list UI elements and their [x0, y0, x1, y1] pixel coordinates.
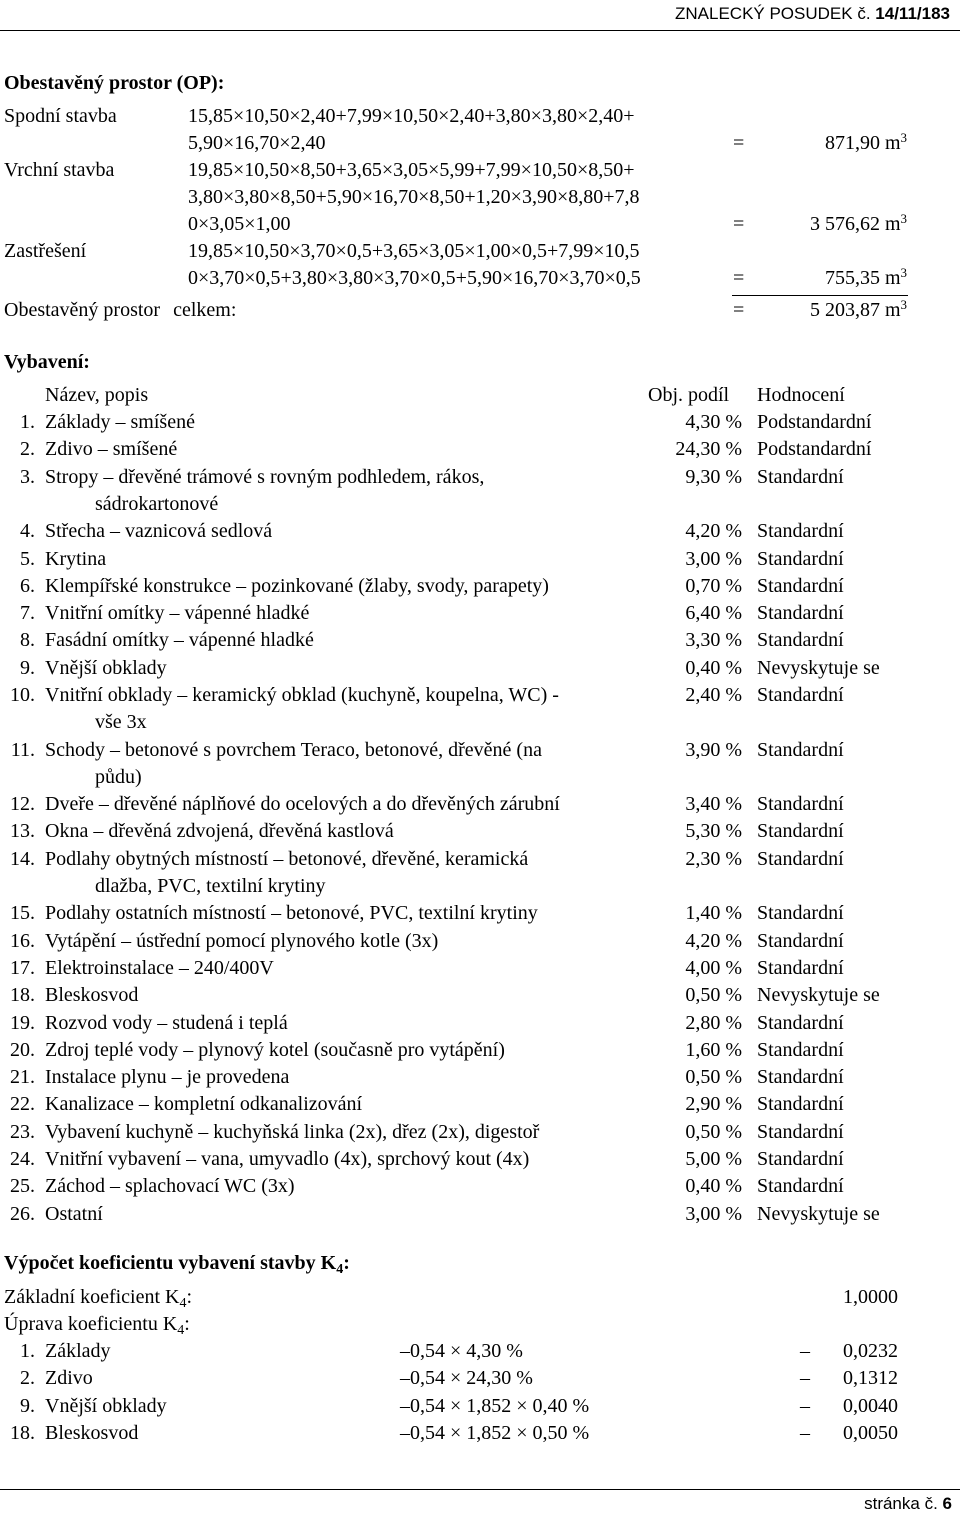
- op-row-label: Zastřešení: [4, 240, 87, 262]
- equipment-description: Střecha – vaznicová sedlová: [45, 520, 273, 542]
- equipment-share: 0,50 %: [685, 1066, 742, 1088]
- k4-base-sub: 4: [179, 1296, 187, 1311]
- equipment-num: 12.: [10, 793, 35, 815]
- k4-adj-colon: :: [184, 1313, 190, 1335]
- equipment-rating: Standardní: [757, 575, 844, 597]
- equipment-share: 3,30 %: [685, 629, 742, 651]
- footer-page: 6: [942, 1494, 952, 1513]
- equipment-share: 2,90 %: [685, 1093, 742, 1115]
- op-row-value: [760, 132, 907, 155]
- equipment-num: 5.: [20, 548, 35, 570]
- op-row-eq: =: [733, 132, 745, 154]
- equipment-num: 11.: [10, 739, 35, 761]
- equipment-num: 2.: [20, 438, 35, 460]
- equipment-description: Záchod – splachovací WC (3x): [45, 1175, 295, 1197]
- equipment-description: dlažba, PVC, textilní krytiny: [95, 875, 326, 897]
- header-prefix: ZNALECKÝ POSUDEK č.: [675, 4, 871, 23]
- equipment-description: Podlahy obytných místností – betonové, dřevěné, keramická: [45, 848, 529, 870]
- equipment-share: 2,80 %: [685, 1012, 742, 1034]
- equipment-description: Kanalizace – kompletní odkanalizování: [45, 1093, 363, 1115]
- op-row-formula-line: 15,85×10,50×2,40+7,99×10,50×2,40+3,80×3,80×2,40+: [188, 105, 635, 127]
- equipment-rating: Standardní: [757, 793, 844, 815]
- op-total-number: 5 203,87 m: [809, 299, 901, 321]
- equipment-rating: Nevyskytuje se: [757, 1203, 880, 1225]
- equipment-num: 4.: [20, 520, 35, 542]
- k4-base-value: 1,0000: [843, 1286, 898, 1308]
- equipment-num: 3.: [20, 466, 35, 488]
- col-header-name: Název, popis: [45, 384, 149, 406]
- equipment-num: 6.: [20, 575, 35, 597]
- op-row-formula-line: 3,80×3,80×8,50+5,90×16,70×8,50+1,20×3,90×8,80+7,8: [188, 186, 640, 208]
- equipment-rating: Standardní: [757, 520, 844, 542]
- equipment-rating: Standardní: [757, 739, 844, 761]
- header-number: 14/11/183: [875, 4, 950, 23]
- equipment-share: 1,40 %: [685, 902, 742, 924]
- equipment-description: půdu): [95, 766, 142, 788]
- equipment-rating: Standardní: [757, 602, 844, 624]
- equipment-share: 3,00 %: [685, 1203, 742, 1225]
- op-total-eq: =: [733, 299, 745, 321]
- equipment-share: 5,30 %: [685, 820, 742, 842]
- op-row-value: [760, 267, 907, 290]
- k4-title-end: :: [343, 1252, 350, 1274]
- equipment-rating: Standardní: [757, 1039, 844, 1061]
- equipment-description: Podlahy ostatních místností – betonové, PVC, textilní krytiny: [45, 902, 538, 924]
- equipment-share: 3,40 %: [685, 793, 742, 815]
- equipment-num: 15.: [10, 902, 35, 924]
- k4-adjustment-formula: –0,54 × 1,852 × 0,40 %: [400, 1395, 590, 1417]
- equipment-num: 20.: [10, 1039, 35, 1061]
- op-total-rule: [732, 295, 908, 296]
- k4-adj-label: [4, 1313, 190, 1336]
- equipment-share: 5,00 %: [685, 1148, 742, 1170]
- op-total-dash: celkem:: [173, 299, 237, 321]
- equipment-share: 0,40 %: [685, 1175, 742, 1197]
- op-total-label: [4, 299, 236, 322]
- op-total-text: Obestavěný prostor: [4, 299, 161, 321]
- equipment-rating: Standardní: [757, 1175, 844, 1197]
- op-row-sup: 3: [900, 130, 907, 145]
- k4-title: [4, 1252, 350, 1275]
- equipment-description: Klempířské konstrukce – pozinkované (žlaby, svody, parapety): [45, 575, 549, 597]
- equipment-share: 24,30 %: [675, 438, 742, 460]
- k4-adjustment-sign: –: [800, 1422, 810, 1444]
- equipment-num: 8.: [20, 629, 35, 651]
- footer-label: stránka č.: [864, 1494, 938, 1513]
- equipment-share: 4,00 %: [685, 957, 742, 979]
- equipment-description: Schody – betonové s povrchem Teraco, betonové, dřevěné (na: [45, 739, 542, 761]
- k4-adjustment-name: Základy: [45, 1340, 111, 1362]
- equipment-num: 14.: [10, 848, 35, 870]
- equipment-num: 19.: [10, 1012, 35, 1034]
- equipment-rating: Standardní: [757, 930, 844, 952]
- op-row-label: Vrchní stavba: [4, 159, 115, 181]
- equipment-num: 21.: [10, 1066, 35, 1088]
- equipment-rating: Standardní: [757, 1012, 844, 1034]
- equipment-description: Krytina: [45, 548, 107, 570]
- equipment-rating: Standardní: [757, 1121, 844, 1143]
- equipment-share: 0,70 %: [685, 575, 742, 597]
- equipment-num: 16.: [10, 930, 35, 952]
- equipment-share: 4,30 %: [685, 411, 742, 433]
- footer-rule: [0, 1489, 960, 1490]
- equipment-num: 1.: [20, 411, 35, 433]
- equipment-share: 4,20 %: [685, 520, 742, 542]
- op-row-eq: =: [733, 213, 745, 235]
- equipment-rating: Standardní: [757, 902, 844, 924]
- equipment-description: vše 3x: [95, 711, 147, 733]
- equipment-description: Elektroinstalace – 240/400V: [45, 957, 274, 979]
- k4-adj-sub: 4: [177, 1323, 185, 1338]
- equipment-share: 1,60 %: [685, 1039, 742, 1061]
- op-row-number: 3 576,62 m: [809, 213, 901, 235]
- op-row-formula-line: 5,90×16,70×2,40: [188, 132, 326, 154]
- equipment-num: 26.: [10, 1203, 35, 1225]
- equipment-num: 18.: [10, 984, 35, 1006]
- k4-title-sub: 4: [336, 1262, 344, 1277]
- op-row-formula-line: 19,85×10,50×3,70×0,5+3,65×3,05×1,00×0,5+7,99×10,5: [188, 240, 640, 262]
- equipment-description: Vybavení kuchyně – kuchyňská linka (2x), dřez (2x), digestoř: [45, 1121, 540, 1143]
- equipment-description: Vnitřní vybavení – vana, umyvadlo (4x), sprchový kout (4x): [45, 1148, 530, 1170]
- equipment-description: Vnější obklady: [45, 657, 167, 679]
- op-row-sup: 3: [900, 211, 907, 226]
- equipment-num: 9.: [20, 657, 35, 679]
- equipment-description: Vytápění – ústřední pomocí plynového kotle (3x): [45, 930, 439, 952]
- equipment-share: 3,90 %: [685, 739, 742, 761]
- equipment-rating: Standardní: [757, 848, 844, 870]
- equipment-rating: Nevyskytuje se: [757, 984, 880, 1006]
- equipment-num: 7.: [20, 602, 35, 624]
- equipment-rating: Podstandardní: [757, 411, 872, 433]
- op-row-number: 871,90 m: [824, 132, 901, 154]
- equipment-description: Okna – dřevěná zdvojená, dřevěná kastlová: [45, 820, 394, 842]
- op-row-eq: =: [733, 267, 745, 289]
- k4-adjustment-num: 9.: [20, 1395, 35, 1417]
- equipment-num: 10.: [10, 684, 35, 706]
- equipment-share: 4,20 %: [685, 930, 742, 952]
- k4-base-label: [4, 1286, 192, 1309]
- equipment-rating: Standardní: [757, 629, 844, 651]
- equipment-description: Dveře – dřevěné náplňové do ocelových a do dřevěných zárubní: [45, 793, 560, 815]
- op-total-value: [760, 299, 907, 322]
- equipment-num: 23.: [10, 1121, 35, 1143]
- op-row-formula-line: 19,85×10,50×8,50+3,65×3,05×5,99+7,99×10,50×8,50+: [188, 159, 635, 181]
- equipment-description: Rozvod vody – studená i teplá: [45, 1012, 288, 1034]
- k4-title-text: Výpočet koeficientu vybavení stavby K: [4, 1252, 337, 1274]
- col-header-rating: Hodnocení: [757, 384, 845, 406]
- equipment-share: 2,30 %: [685, 848, 742, 870]
- equipment-share: 0,40 %: [685, 657, 742, 679]
- op-row-formula-line: 0×3,05×1,00: [188, 213, 291, 235]
- equipment-num: 13.: [10, 820, 35, 842]
- op-row-number: 755,35 m: [824, 267, 901, 289]
- equipment-share: 6,40 %: [685, 602, 742, 624]
- k4-adjustment-sign: –: [800, 1395, 810, 1417]
- k4-adjustment-name: Zdivo: [45, 1367, 93, 1389]
- k4-adjustment-value: 0,0050: [843, 1422, 898, 1444]
- equipment-description: Vnitřní obklady – keramický obklad (kuchyně, koupelna, WC) -: [45, 684, 559, 706]
- op-row-sup: 3: [900, 265, 907, 280]
- equipment-share: 0,50 %: [685, 984, 742, 1006]
- k4-base-colon: :: [186, 1286, 193, 1308]
- k4-adjustment-sign: –: [800, 1367, 810, 1389]
- equipment-rating: Standardní: [757, 1066, 844, 1088]
- equipment-description: sádrokartonové: [95, 493, 219, 515]
- equipment-rating: Podstandardní: [757, 438, 872, 460]
- equipment-share: 3,00 %: [685, 548, 742, 570]
- equipment-description: Vnitřní omítky – vápenné hladké: [45, 602, 310, 624]
- equipment-description: Ostatní: [45, 1203, 103, 1225]
- k4-adjustment-formula: –0,54 × 4,30 %: [400, 1340, 523, 1362]
- equipment-share: 0,50 %: [685, 1121, 742, 1143]
- k4-adjustment-num: 2.: [20, 1367, 35, 1389]
- k4-adjustment-value: 0,1312: [843, 1367, 898, 1389]
- equipment-rating: Standardní: [757, 548, 844, 570]
- k4-adjustment-value: 0,0232: [843, 1340, 898, 1362]
- equipment-description: Základy – smíšené: [45, 411, 195, 433]
- k4-adjustment-name: Bleskosvod: [45, 1422, 139, 1444]
- equipment-rating: Nevyskytuje se: [757, 657, 880, 679]
- equipment-rating: Standardní: [757, 820, 844, 842]
- op-row-label: Spodní stavba: [4, 105, 117, 127]
- equipment-num: 25.: [10, 1175, 35, 1197]
- equipment-num: 17.: [10, 957, 35, 979]
- equipment-rating: Standardní: [757, 684, 844, 706]
- equipment-share: 9,30 %: [685, 466, 742, 488]
- k4-adjustment-formula: –0,54 × 24,30 %: [400, 1367, 533, 1389]
- equipment-description: Instalace plynu – je provedena: [45, 1066, 290, 1088]
- op-row-value: [760, 213, 907, 236]
- equipment-rating: Standardní: [757, 1148, 844, 1170]
- op-title: Obestavěný prostor (OP):: [4, 72, 225, 94]
- k4-adjustment-num: 1.: [20, 1340, 35, 1362]
- col-header-share: Obj. podíl: [648, 384, 730, 406]
- page-header: [675, 4, 950, 24]
- equipment-rating: Standardní: [757, 1093, 844, 1115]
- equipment-description: Fasádní omítky – vápenné hladké: [45, 629, 314, 651]
- equipment-description: Stropy – dřevěné trámové s rovným podhledem, rákos,: [45, 466, 485, 488]
- equipment-rating: Standardní: [757, 466, 844, 488]
- k4-adjustment-formula: –0,54 × 1,852 × 0,50 %: [400, 1422, 590, 1444]
- k4-adjustment-num: 18.: [10, 1422, 35, 1444]
- equipment-description: Bleskosvod: [45, 984, 139, 1006]
- k4-base-text: Základní koeficient K: [4, 1286, 180, 1308]
- equipment-num: 24.: [10, 1148, 35, 1170]
- equipment-description: Zdivo – smíšené: [45, 438, 178, 460]
- k4-adj-text: Úprava koeficientu K: [4, 1313, 178, 1335]
- equipment-rating: Standardní: [757, 957, 844, 979]
- equipment-description: Zdroj teplé vody – plynový kotel (současně pro vytápění): [45, 1039, 505, 1061]
- k4-adjustment-name: Vnější obklady: [45, 1395, 167, 1417]
- vybaveni-title: Vybavení:: [4, 351, 90, 373]
- equipment-num: 22.: [10, 1093, 35, 1115]
- equipment-share: 2,40 %: [685, 684, 742, 706]
- header-rule: [0, 30, 960, 31]
- op-total-sup: 3: [900, 297, 907, 312]
- page-footer: [864, 1494, 952, 1514]
- k4-adjustment-sign: –: [800, 1340, 810, 1362]
- k4-adjustment-value: 0,0040: [843, 1395, 898, 1417]
- op-row-formula-line: 0×3,70×0,5+3,80×3,80×3,70×0,5+5,90×16,70×3,70×0,5: [188, 267, 641, 289]
